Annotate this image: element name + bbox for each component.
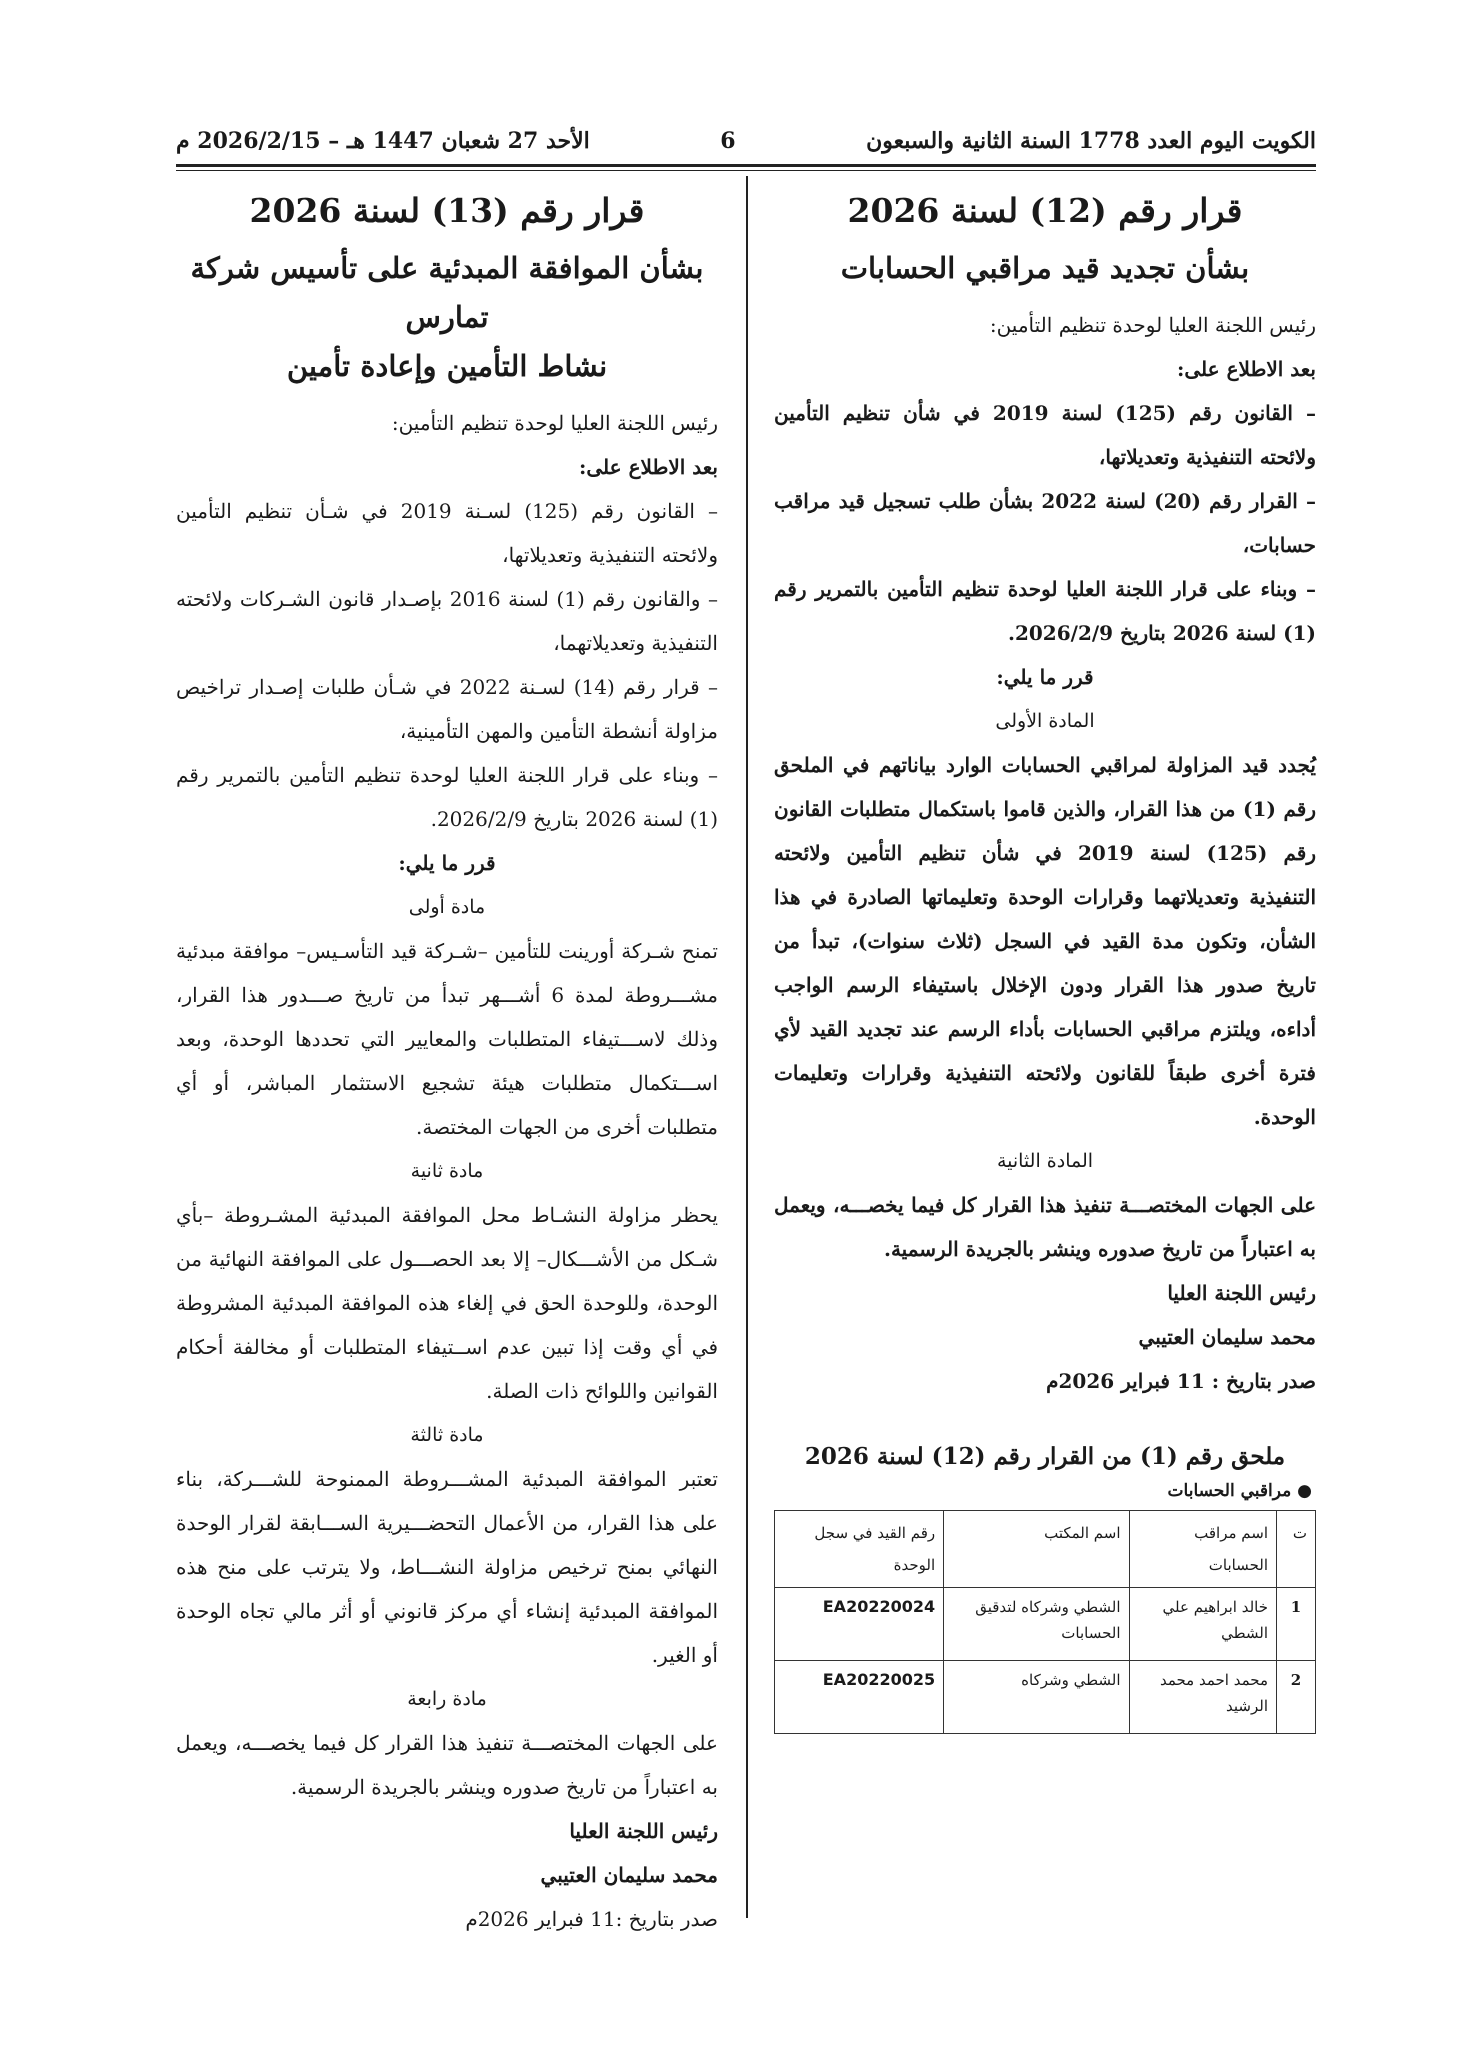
annex-bullet: ● مراقبي الحسابات bbox=[1167, 1480, 1312, 1501]
annex-col-auditor-name: اسم مراقب الحسابات bbox=[1129, 1510, 1276, 1587]
decision-12-signer-name: محمد سليمان العتيبي bbox=[1138, 1324, 1316, 1349]
decision-13-signer-name: محمد سليمان العتيبي bbox=[540, 1863, 718, 1888]
decision-13-article-2-text: يحظر مزاولة النشـاط محل الموافقة المبدئية المشـروطة –بأي شـكل من الأشـــكال– إلا بعد الحصـــول على الموافقة النهائية من الوحدة، وللوحدة الحق في إلغاء هذه الموافقة المبدئية المشروطة في أي وقت إذا تبين عدم اســتيفاء المتطلبات أو مخالفة أحكام القوانين واللوائح ذات الصلة. bbox=[176, 1203, 718, 1404]
decision-13-decided: قرر ما يلي: bbox=[398, 851, 496, 876]
decision-13-title: قرار رقم (13) لسنة 2026 bbox=[249, 191, 645, 230]
annex-table-header-row bbox=[775, 1510, 1316, 1587]
column-divider bbox=[746, 176, 748, 1918]
decision-13-column bbox=[176, 178, 718, 1941]
decision-13-issued-date: صدر بتاريخ :11 فبراير 2026م bbox=[465, 1907, 718, 1932]
annex-table bbox=[774, 1510, 1316, 1734]
decision-12-subject: بشأن تجديد قيد مراقبي الحسابات bbox=[840, 250, 1250, 285]
header-page-number: 6 bbox=[720, 128, 736, 154]
decision-12-decided: قرر ما يلي: bbox=[996, 664, 1094, 689]
decision-12-article-1-text: يُجدد قيد المزاولة لمراقبي الحسابات الوارد بياناتهم في الملحق رقم (1) من هذا القرار، والذين قاموا باستكمال متطلبات القانون رقم (125) لسنة 2019 في شأن تنظيم التأمين ولائحته التنفيذية وتعديلاتهما وقرارات الوحدة وتعليماتها الصادرة في هذا الشأن، وتكون مدة القيد في السجل (ثلاث سنوات)، تبدأ من تاريخ صدور هذا القرار ودون الإخلال باستيفاء الرسم الواجب أداءه، ويلتزم مراقبي الحسابات بأداء الرسم عند تجديد القيد لأي فترة أخرى طبقاً للقانون ولائحته التنفيذية وقرارات وتعليمات الوحدة. bbox=[774, 752, 1316, 1129]
decision-12-article-2-title: المادة الثانية bbox=[996, 1149, 1094, 1172]
row-registration-number: EA20220024 bbox=[775, 1587, 944, 1660]
header-rule-thick bbox=[176, 164, 1316, 167]
decision-13-ref-1: – القانون رقم (125) لسـنة 2019 في شـأن تنظيم التأمين ولائحته التنفيذية وتعديلاتها، bbox=[176, 499, 718, 568]
decision-13-issuer: رئيس اللجنة العليا لوحدة تنظيم التأمين: bbox=[391, 411, 718, 436]
decision-13-subject-line-2: نشاط التأمين وإعادة تأمين bbox=[286, 349, 608, 384]
decision-13-subject-line-1: بشأن الموافقة المبدئية على تأسيس شركة تمارس bbox=[190, 250, 704, 334]
decision-12-ref-1: – القانون رقم (125) لسنة 2019 في شأن تنظيم التأمين ولائحته التنفيذية وتعديلاتها، bbox=[774, 400, 1316, 469]
decision-13-ref-4: – وبناء على قرار اللجنة العليا لوحدة تنظيم التأمين بالتمرير رقم (1) لسنة 2026 بتاريخ 2026/2/9. bbox=[176, 763, 718, 832]
decision-13-article-1-title: مادة أولى bbox=[408, 896, 486, 919]
decision-12-article-2-text: على الجهات المختصـــة تنفيذ هذا القرار كل فيما يخصـــه، ويعمل به اعتباراً من تاريخ صدوره وينشر بالجريدة الرسمية. bbox=[774, 1192, 1316, 1261]
decision-12-issued-date: صدر بتاريخ : 11 فبراير 2026م bbox=[1046, 1368, 1316, 1393]
decision-12-issuer: رئيس اللجنة العليا لوحدة تنظيم التأمين: bbox=[989, 312, 1316, 337]
decision-13-after-review: بعد الاطلاع على: bbox=[579, 455, 718, 480]
decision-13-article-3-text: تعتبر الموافقة المبدئية المشـــروطة الممنوحة للشـــركة، بناء على هذا القرار، من الأعمال التحضـــيرية الســـابقة لقرار الوحدة النهائي بمنح ترخيص مزاولة النشـــاط، ولا يترتب على منح هذه الموافقة المبدئية إنشاء أي مركز قانوني أو أثر مالي تجاه الوحدة أو الغير. bbox=[176, 1467, 718, 1668]
decision-13-signer-title: رئيس اللجنة العليا bbox=[569, 1819, 718, 1844]
decision-12-after-review: بعد الاطلاع على: bbox=[1177, 356, 1316, 381]
decision-12-title: قرار رقم (12) لسنة 2026 bbox=[847, 191, 1243, 230]
decision-13-article-4-text: على الجهات المختصـــة تنفيذ هذا القرار كل فيما يخصـــه، ويعمل به اعتباراً من تاريخ صدوره وينشر بالجريدة الرسمية. bbox=[176, 1731, 718, 1800]
header-issue: الكويت اليوم العدد 1778 السنة الثانية والسبعون bbox=[866, 128, 1316, 154]
row-office-name: الشطي وشركاه لتدقيق الحسابات bbox=[944, 1587, 1129, 1660]
header-date: الأحد 27 شعبان 1447 هـ – 2026/2/15 م bbox=[176, 128, 590, 154]
decision-13-article-1-text: تمنح شـركة أورينت للتأمين –شـركة قيد التأسـيس– موافقة مبدئية مشـــروطة لمدة 6 أشـــهر تبدأ من تاريخ صـــدور هذا القرار، وذلك لاســـتيفاء المتطلبات والمعايير التي تحددها الوحدة، وبعد اســـتكمال متطلبات هيئة تشجيع الاستثمار المباشر، أو أي متطلبات أخرى من الجهات المختصة. bbox=[176, 939, 718, 1140]
decision-13-article-3-title: مادة ثالثة bbox=[410, 1424, 484, 1447]
row-serial: 2 bbox=[1277, 1660, 1316, 1733]
decision-12-column bbox=[774, 178, 1316, 1734]
annex-col-registration-number: رقم القيد في سجل الوحدة bbox=[775, 1510, 944, 1587]
decision-13-article-4-title: مادة رابعة bbox=[407, 1688, 487, 1711]
decision-12-ref-3: – وبناء على قرار اللجنة العليا لوحدة تنظيم التأمين بالتمرير رقم (1) لسنة 2026 بتاريخ 2026/2/9. bbox=[774, 576, 1316, 645]
annex-title: ملحق رقم (1) من القرار رقم (12) لسنة 2026 bbox=[804, 1442, 1286, 1470]
row-office-name: الشطي وشركاه bbox=[944, 1660, 1129, 1733]
decision-13-ref-3: – قرار رقم (14) لسـنة 2022 في شـأن طلبات إصـدار تراخيص مزاولة أنشطة التأمين والمهن التأمينية، bbox=[176, 675, 718, 744]
decision-12-ref-2: – القرار رقم (20) لسنة 2022 بشأن طلب تسجيل قيد مراقب حسابات، bbox=[774, 488, 1316, 557]
decision-13-ref-2: – والقانون رقم (1) لسنة 2016 بإصـدار قانون الشـركات ولائحته التنفيذية وتعديلاتهما، bbox=[176, 587, 718, 656]
decision-13-article-2-title: مادة ثانية bbox=[410, 1160, 484, 1183]
page-header bbox=[176, 120, 1316, 162]
header-rule-thin bbox=[176, 170, 1316, 171]
annex-col-serial: ت bbox=[1277, 1510, 1316, 1587]
annex-col-office-name: اسم المكتب bbox=[944, 1510, 1129, 1587]
row-auditor-name: محمد احمد محمد الرشيد bbox=[1129, 1660, 1276, 1733]
row-auditor-name: خالد ابراهيم علي الشطي bbox=[1129, 1587, 1276, 1660]
decision-12-article-1-title: المادة الأولى bbox=[995, 709, 1095, 732]
decision-12-signer-title: رئيس اللجنة العليا bbox=[1167, 1280, 1316, 1305]
row-registration-number: EA20220025 bbox=[775, 1660, 944, 1733]
table-row bbox=[775, 1660, 1316, 1733]
row-serial: 1 bbox=[1277, 1587, 1316, 1660]
table-row bbox=[775, 1587, 1316, 1660]
